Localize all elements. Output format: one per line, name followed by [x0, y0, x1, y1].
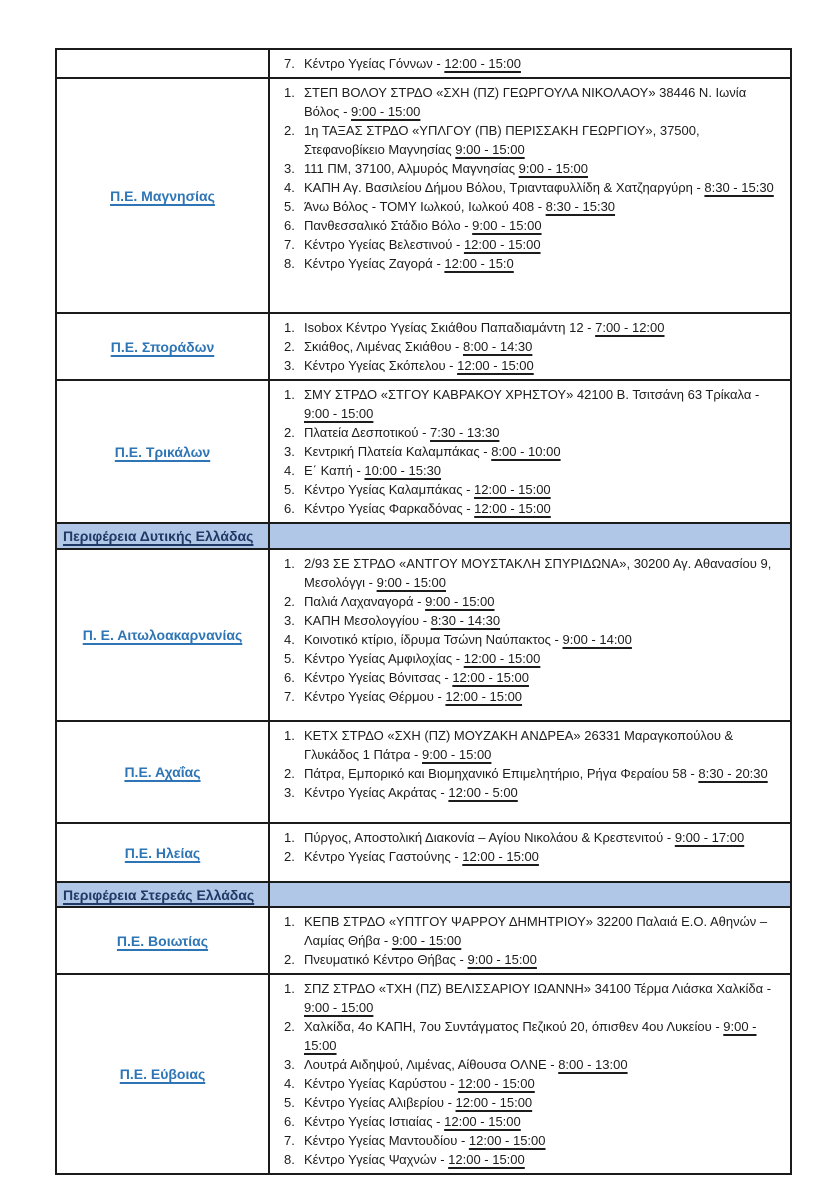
list-item	[270, 554, 784, 592]
item-hours: 8:00 - 10:00	[491, 444, 561, 459]
list-item	[270, 1055, 784, 1074]
location-name: Άνω Βόλος - ΤΟΜΥ Ιωλκού, Ιωλκού 408 -	[304, 199, 546, 214]
region-cell	[57, 908, 270, 973]
item-hours: 9:00 - 15:00	[425, 594, 495, 609]
list-item	[270, 649, 784, 668]
list-item	[270, 54, 784, 73]
band-empty-cell	[270, 524, 790, 548]
list-item	[270, 318, 784, 337]
locations-cell	[270, 975, 790, 1173]
location-text	[304, 461, 784, 480]
location-text	[304, 726, 784, 764]
location-name: ΣΤΕΠ ΒΟΛΟΥ ΣΤΡΔΟ «ΣΧΗ (ΠΖ) ΓΕΩΡΓΟΥΛΑ ΝΙΚΟΛΑΟΥ» 38446 Ν. Ιωνία Βόλος -	[304, 85, 747, 119]
item-number: 1.	[284, 387, 295, 402]
location-name: Σκιάθος, Λιμένας Σκιάθου -	[304, 339, 463, 354]
item-hours: 12:00 - 15:00	[463, 651, 541, 666]
item-number: 7.	[284, 689, 295, 704]
item-hours: 12:00 - 15:00	[474, 501, 551, 516]
table-row	[57, 548, 790, 720]
item-hours: 9:00 - 15:00	[391, 933, 462, 948]
list-item	[270, 216, 784, 235]
list-item	[270, 592, 784, 611]
item-hours: 12:00 - 15:00	[444, 1114, 521, 1129]
list-item	[270, 235, 784, 254]
location-name: Κέντρο Υγείας Μαντουδίου -	[304, 1133, 469, 1148]
location-name: Παλιά Λαχαναγορά -	[304, 594, 426, 609]
item-hours: 8:30 - 15:30	[545, 199, 616, 214]
item-hours: 9:00 - 15:00	[304, 1000, 374, 1015]
item-hours: 12:00 - 15:00	[457, 358, 534, 373]
location-text	[304, 1017, 784, 1055]
location-name: 111 ΠΜ, 37100, Αλμυρός Μαγνησίας	[304, 161, 519, 176]
region-cell	[57, 722, 270, 822]
table-row	[57, 379, 790, 522]
location-text	[304, 1055, 784, 1074]
list-item	[270, 687, 784, 706]
item-number: 1.	[284, 556, 295, 571]
list-item	[270, 337, 784, 356]
band-label-cell	[57, 524, 270, 548]
location-name: Κέντρο Υγείας Ζαγορά -	[304, 256, 445, 271]
regions-schedule-table	[55, 48, 792, 1175]
region-cell	[57, 314, 270, 379]
location-name: Κέντρο Υγείας Ακράτας -	[304, 785, 449, 800]
list-item	[270, 356, 784, 375]
item-number: 3.	[284, 444, 295, 459]
location-name: Κέντρο Υγείας Αλιβερίου -	[304, 1095, 456, 1110]
location-text	[304, 630, 784, 649]
item-hours: 9:00 - 15:00	[304, 1019, 757, 1053]
list-item	[270, 828, 784, 847]
region-link[interactable]: Π.Ε. Μαγνησίας	[110, 187, 215, 204]
region-band-link[interactable]: Περιφέρεια Στερεάς Ελλάδας	[63, 886, 255, 903]
item-hours: 12:00 - 15:00	[448, 1152, 525, 1167]
locations-cell	[270, 381, 790, 522]
item-number: 2.	[284, 766, 295, 781]
location-text	[304, 159, 784, 178]
item-hours: 8:00 - 14:30	[462, 339, 533, 354]
item-hours: 9:00 - 17:00	[674, 830, 745, 845]
region-link[interactable]: Π.Ε. Εύβοιας	[119, 1066, 206, 1082]
location-name: Κέντρο Υγείας Γόννων -	[304, 56, 445, 71]
item-number: 5.	[284, 482, 295, 497]
location-name: Πλατεία Δεσποτικού -	[304, 425, 431, 440]
location-text	[304, 235, 784, 254]
region-link[interactable]: Π.Ε. Σποράδων	[110, 338, 215, 355]
list-item	[270, 630, 784, 649]
list-item	[270, 726, 784, 764]
location-text	[304, 611, 784, 630]
item-number: 4.	[284, 632, 295, 647]
list-item	[270, 611, 784, 630]
table-row	[57, 50, 790, 77]
list-item	[270, 847, 784, 866]
region-cell	[57, 550, 270, 720]
list-item	[270, 121, 784, 159]
item-number: 2.	[284, 1019, 295, 1034]
item-hours: 12:00 - 15:00	[445, 689, 523, 704]
location-name: Isobox Κέντρο Υγείας Σκιάθου Παπαδιαμάντη 12 -	[304, 320, 596, 335]
list-item	[270, 254, 784, 273]
locations-cell	[270, 722, 790, 822]
item-number: 7.	[284, 56, 295, 71]
item-hours: 9:00 - 15:00	[472, 218, 542, 233]
location-name: Κεντρική Πλατεία Καλαμπάκας -	[304, 444, 492, 459]
list-item	[270, 979, 784, 1017]
item-number: 3.	[284, 358, 295, 373]
location-name: Ε΄ Καπή -	[304, 463, 365, 478]
location-text	[304, 423, 784, 442]
locations-cell	[270, 79, 790, 312]
location-name: Κέντρο Υγείας Γαστούνης -	[304, 849, 463, 864]
item-hours: 12:00 - 15:00	[458, 1076, 535, 1091]
item-hours: 9:00 - 14:00	[562, 632, 632, 647]
location-text	[304, 197, 784, 216]
location-name: ΣΜΥ ΣΤΡΔΟ «ΣΤΓΟΥ ΚΑΒΡΑΚΟΥ ΧΡΗΣΤΟΥ» 42100 Β. Τσιτσάνη 63 Τρίκαλα -	[304, 387, 760, 402]
item-number: 2.	[284, 594, 295, 609]
item-number: 3.	[284, 1057, 295, 1072]
item-hours: 9:00 - 15:00	[422, 747, 492, 762]
item-number: 4.	[284, 1076, 295, 1091]
item-number: 8.	[284, 1152, 295, 1167]
region-cell	[57, 79, 270, 312]
item-hours: 9:00 - 15:00	[376, 575, 446, 590]
item-number: 8.	[284, 256, 295, 271]
locations-cell	[270, 908, 790, 973]
location-text	[304, 385, 784, 423]
location-text	[304, 1093, 784, 1112]
location-text	[304, 442, 784, 461]
list-item	[270, 1093, 784, 1112]
region-band-row	[57, 522, 790, 548]
list-item	[270, 1131, 784, 1150]
item-hours: 7:30 - 13:30	[430, 425, 500, 440]
item-hours: 8:30 - 14:30	[430, 613, 501, 628]
location-text	[304, 480, 784, 499]
item-hours: 7:00 - 12:00	[595, 320, 665, 335]
location-text	[304, 54, 784, 73]
item-number: 5.	[284, 199, 295, 214]
location-text	[304, 950, 784, 969]
location-text	[304, 178, 784, 197]
location-name: Λουτρά Αιδηψού, Λιμένας, Αίθουσα ΟΛΝΕ -	[304, 1057, 559, 1072]
item-number: 2.	[284, 425, 295, 440]
location-name: Πύργος, Αποστολική Διακονία – Αγίου Νικολάου & Κρεστενιτού -	[304, 830, 675, 845]
location-text	[304, 83, 784, 121]
region-link[interactable]: Π.Ε. Αχαΐας	[124, 764, 201, 780]
list-item	[270, 83, 784, 121]
item-hours: 12:00 - 15:00	[474, 482, 551, 497]
locations-cell	[270, 824, 790, 881]
item-number: 6.	[284, 218, 295, 233]
item-number: 6.	[284, 501, 295, 516]
location-name: ΚΕΤΧ ΣΤΡΔΟ «ΣΧΗ (ΠΖ) ΜΟΥΖΑΚΗ ΑΝΔΡΕΑ» 26331 Μαραγκοπούλου & Γλυκάδος 1 Πάτρα -	[304, 728, 734, 762]
location-name: Πνευματικό Κέντρο Θήβας -	[304, 952, 468, 967]
location-text	[304, 318, 784, 337]
item-number: 1.	[284, 830, 295, 845]
location-text	[304, 554, 784, 592]
item-hours: 10:00 - 15:30	[364, 463, 442, 478]
item-hours: 9:00 - 15:00	[351, 104, 421, 119]
list-item	[270, 783, 784, 802]
item-hours: 8:00 - 13:00	[558, 1057, 628, 1072]
item-number: 3.	[284, 161, 295, 176]
location-name: ΚΑΠΗ Μεσολογγίου -	[304, 613, 431, 628]
item-number: 4.	[284, 463, 295, 478]
location-name: Κέντρο Υγείας Σκόπελου -	[304, 358, 458, 373]
item-hours: 9:00 - 15:00	[455, 142, 525, 157]
list-item	[270, 461, 784, 480]
location-text	[304, 1074, 784, 1093]
region-link[interactable]: Π. Ε. Αιτωλοακαρνανίας	[82, 627, 243, 643]
locations-cell	[270, 550, 790, 720]
location-name: Κέντρο Υγείας Αμφιλοχίας -	[304, 651, 464, 666]
list-item	[270, 178, 784, 197]
region-link[interactable]: Π.Ε. Βοιωτίας	[116, 932, 209, 949]
locations-cell	[270, 50, 790, 77]
list-item	[270, 764, 784, 783]
table-row	[57, 906, 790, 973]
region-cell	[57, 381, 270, 522]
location-name: Κέντρο Υγείας Ιστιαίας -	[304, 1114, 445, 1129]
item-number: 2.	[284, 123, 295, 138]
table-row	[57, 720, 790, 822]
item-number: 1.	[284, 914, 295, 929]
band-label-cell	[57, 883, 270, 906]
location-text	[304, 1131, 784, 1150]
location-text	[304, 216, 784, 235]
item-hours: 12:00 - 15:00	[468, 1133, 546, 1148]
region-cell	[57, 50, 270, 77]
region-cell	[57, 824, 270, 881]
location-name: ΣΠΖ ΣΤΡΔΟ «ΤΧΗ (ΠΖ) ΒΕΛΙΣΣΑΡΙΟΥ ΙΩΑΝΝΗ» 34100 Τέρμα Λιάσκα Χαλκίδα -	[304, 981, 772, 996]
location-text	[304, 783, 784, 802]
item-number: 6.	[284, 1114, 295, 1129]
location-text	[304, 764, 784, 783]
item-hours: 12:00 - 5:00	[448, 785, 518, 800]
item-hours: 8:30 - 20:30	[698, 766, 768, 781]
location-text	[304, 1112, 784, 1131]
region-cell	[57, 975, 270, 1173]
location-text	[304, 254, 784, 273]
location-name: ΚΑΠΗ Αγ. Βασιλείου Δήμου Βόλου, Τριανταφυλλίδη & Χατζηαργύρη -	[304, 180, 705, 195]
list-item	[270, 442, 784, 461]
location-text	[304, 847, 784, 866]
item-hours: 9:00 - 15:00	[518, 161, 589, 176]
location-name: Πανθεσσαλικό Στάδιο Βόλο -	[304, 218, 473, 233]
location-text	[304, 337, 784, 356]
table-row	[57, 312, 790, 379]
list-item	[270, 197, 784, 216]
list-item	[270, 499, 784, 518]
item-hours: 12:00 - 15:00	[452, 670, 529, 685]
item-number: 3.	[284, 785, 295, 800]
item-number: 1.	[284, 981, 295, 996]
table-row	[57, 973, 790, 1173]
location-name: 1η ΤΑΞΑΣ ΣΤΡΔΟ «ΥΠΛΓΟΥ (ΠΒ) ΠΕΡΙΣΣΑΚΗ ΓΕΩΡΓΙΟΥ», 37500, Στεφανοβίκειο Μαγνησίας	[304, 123, 700, 157]
item-hours: 9:00 - 15:00	[467, 952, 537, 967]
item-hours: 12:00 - 15:00	[463, 237, 541, 252]
list-item	[270, 1017, 784, 1055]
item-hours: 9:00 - 15:00	[304, 406, 374, 421]
list-item	[270, 1074, 784, 1093]
item-number: 1.	[284, 728, 295, 743]
band-empty-cell	[270, 883, 790, 906]
location-name: Κέντρο Υγείας Καλαμπάκας -	[304, 482, 475, 497]
list-item	[270, 950, 784, 969]
locations-cell	[270, 314, 790, 379]
region-band-link[interactable]: Περιφέρεια Δυτικής Ελλάδας	[63, 528, 254, 544]
location-name: Κέντρο Υγείας Φαρκαδόνας -	[304, 501, 475, 516]
location-name: Κέντρο Υγείας Βόνιτσας -	[304, 670, 453, 685]
item-hours: 8:30 - 15:30	[704, 180, 774, 195]
location-text	[304, 1150, 784, 1169]
location-name: Πάτρα, Εμπορικό και Βιομηχανικό Επιμελητήριο, Ρήγα Φεραίου 58 -	[304, 766, 699, 781]
location-name: Κέντρο Υγείας Βελεστινού -	[304, 237, 464, 252]
list-item	[270, 385, 784, 423]
item-number: 4.	[284, 180, 295, 195]
item-number: 2.	[284, 339, 295, 354]
item-hours: 12:00 - 15:00	[444, 56, 521, 71]
location-text	[304, 592, 784, 611]
item-number: 7.	[284, 1133, 295, 1148]
list-item	[270, 423, 784, 442]
region-link[interactable]: Π.Ε. Τρικάλων	[114, 443, 211, 460]
location-text	[304, 668, 784, 687]
location-name: ΚΕΠΒ ΣΤΡΔΟ «ΥΠΤΓΟΥ ΨΑΡΡΟΥ ΔΗΜΗΤΡΙΟΥ» 32200 Παλαιά Ε.Ο. Αθηνών – Λαμίας Θήβα -	[304, 914, 768, 948]
location-text	[304, 356, 784, 375]
item-hours: 12:00 - 15:00	[455, 1095, 533, 1110]
list-item	[270, 668, 784, 687]
item-number: 6.	[284, 670, 295, 685]
item-number: 5.	[284, 651, 295, 666]
table-row	[57, 77, 790, 312]
item-number: 5.	[284, 1095, 295, 1110]
list-item	[270, 912, 784, 950]
location-text	[304, 121, 784, 159]
location-text	[304, 499, 784, 518]
item-hours: 12:00 - 15:00	[462, 849, 539, 864]
location-name: Κέντρο Υγείας Θέρμου -	[304, 689, 446, 704]
list-item	[270, 159, 784, 178]
location-text	[304, 649, 784, 668]
location-text	[304, 687, 784, 706]
location-text	[304, 979, 784, 1017]
item-number: 7.	[284, 237, 295, 252]
item-number: 3.	[284, 613, 295, 628]
location-name: 2/93 ΣΕ ΣΤΡΔΟ «ΑΝΤΓΟΥ ΜΟΥΣΤΑΚΛΗ ΣΠΥΡΙΔΩΝΑ», 30200 Αγ. Αθανασίου 9, Μεσολόγγι -	[304, 556, 772, 590]
region-link[interactable]: Π.Ε. Ηλείας	[124, 844, 201, 861]
location-name: Χαλκίδα, 4ο ΚΑΠΗ, 7ου Συντάγματος Πεζικού 20, όπισθεν 4ου Λυκείου -	[304, 1019, 724, 1034]
location-name: Κοινοτικό κτίριο, ίδρυμα Τσώνη Ναύπακτος -	[304, 632, 563, 647]
item-number: 2.	[284, 849, 295, 864]
item-number: 1.	[284, 320, 295, 335]
location-name: Κέντρο Υγείας Ψαχνών -	[304, 1152, 449, 1167]
list-item	[270, 1150, 784, 1169]
location-name: Κέντρο Υγείας Καρύστου -	[304, 1076, 459, 1091]
location-text	[304, 912, 784, 950]
region-band-row	[57, 881, 790, 906]
item-hours: 12:00 - 15:0	[444, 256, 514, 271]
item-number: 2.	[284, 952, 295, 967]
item-number: 1.	[284, 85, 295, 100]
table-row	[57, 822, 790, 881]
location-text	[304, 828, 784, 847]
list-item	[270, 480, 784, 499]
list-item	[270, 1112, 784, 1131]
